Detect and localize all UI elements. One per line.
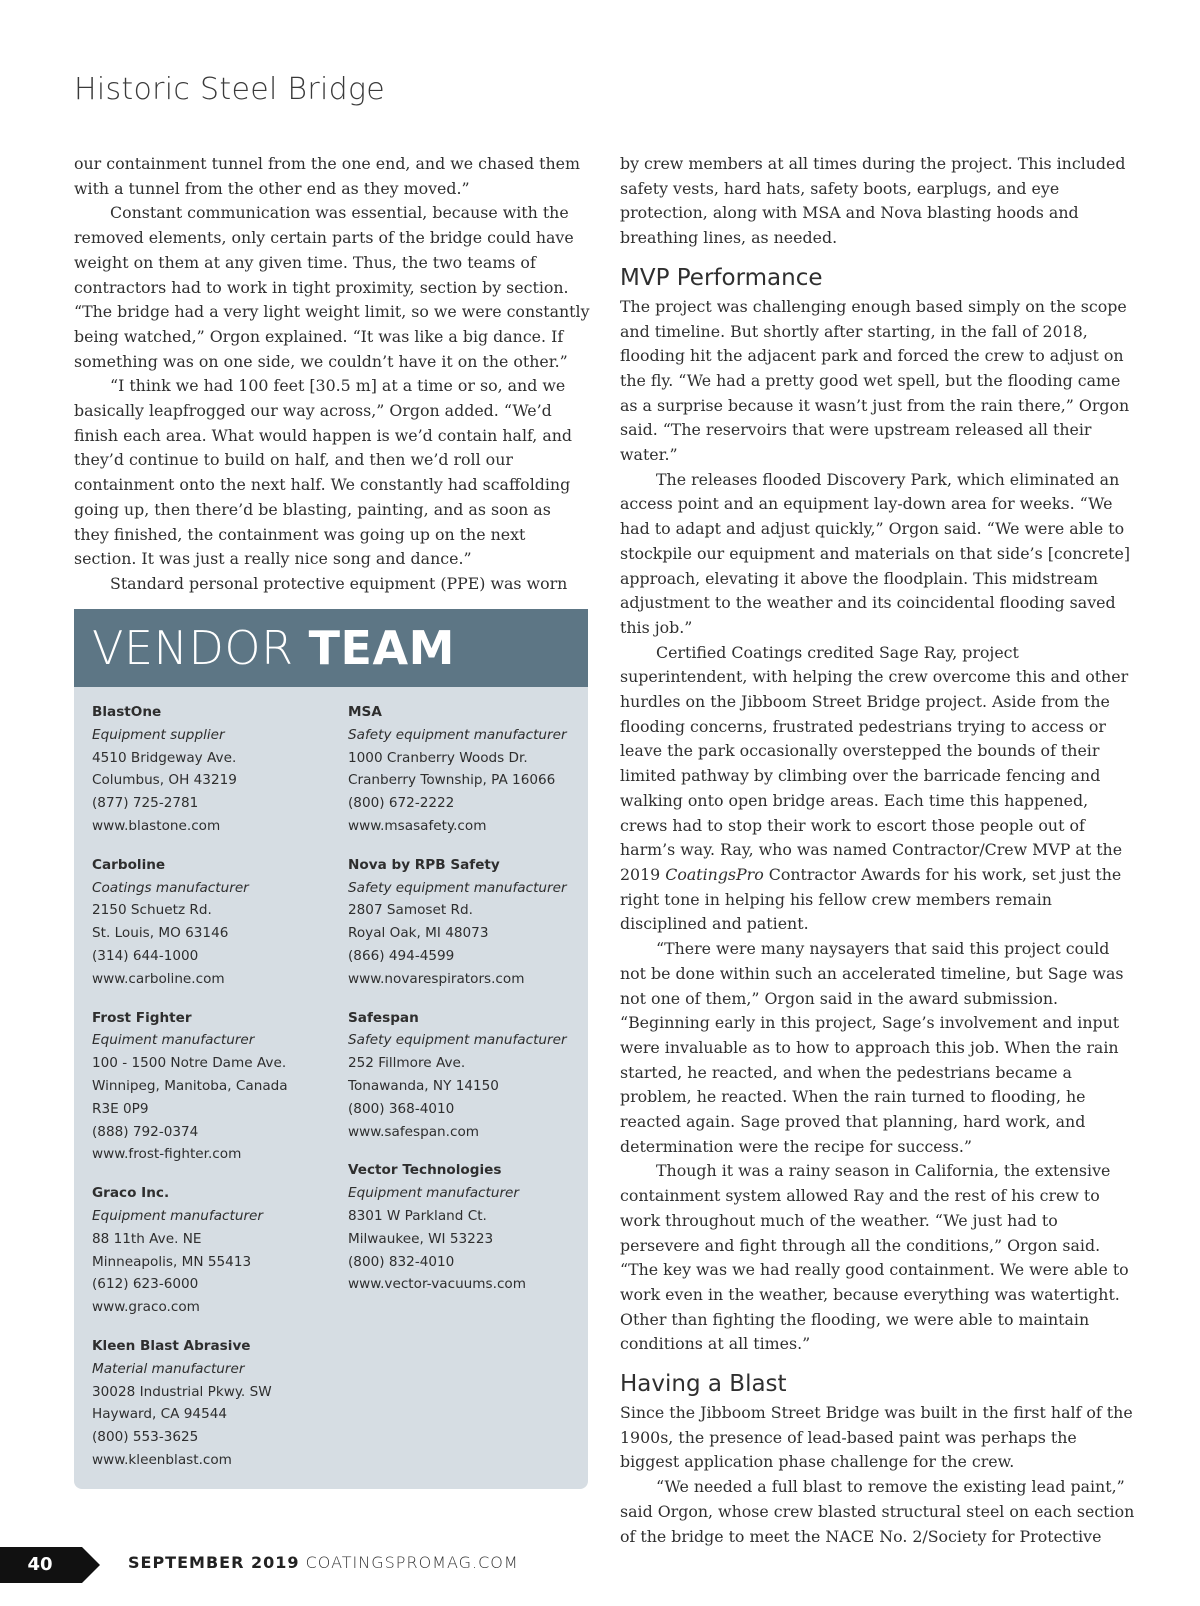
vendor-entry bbox=[348, 701, 588, 838]
text-run: Certified Coatings credited Sage Ray, project superintendent, with helping the crew overcome this and other hurdles on the Jibboom Street Bridge project. Aside from the flooding concerns, frustrated pedestrians trying to access or leave the park occasionally overstepped the bounds of their limited pathway by climbing over the barricade fencing and walking onto open bridge areas. Each time this happened, crews had to stop their work to escort those people out of harm’s way. Ray, who was named Contractor/Crew MVP at the 2019 bbox=[620, 642, 1129, 884]
vendor-address: 252 Fillmore Ave. bbox=[348, 1055, 466, 1072]
section-heading-mvp: MVP Performance bbox=[620, 264, 823, 291]
vendor-team-box bbox=[74, 609, 588, 1489]
left-column bbox=[74, 152, 590, 597]
vendor-role: Safety equipment manufacturer bbox=[348, 879, 567, 896]
vendor-website[interactable]: www.carboline.com bbox=[92, 970, 225, 987]
vendor-name: BlastOne bbox=[92, 704, 162, 720]
footer-info bbox=[128, 1553, 519, 1572]
vendor-city: Minneapolis, MN 55413 bbox=[92, 1253, 252, 1270]
vendor-city: Royal Oak, MI 48073 bbox=[348, 925, 489, 942]
vendor-name: MSA bbox=[348, 704, 382, 720]
body-paragraph: Since the Jibboom Street Bridge was built in the first half of the 1900s, the presence of lead-based paint was perhaps the biggest application phase challenge for the crew. bbox=[620, 1403, 1133, 1472]
text-run: Contractor Awards for his work, set just the right tone in helping his fellow crew members remain disciplined and patient. bbox=[620, 864, 1122, 934]
vendor-name: Kleen Blast Abrasive bbox=[92, 1337, 251, 1354]
body-paragraph: “I think we had 100 feet [30.5 m] at a time or so, and we basically leapfrogged our way across,” Orgon added. “We’d finish each area. What would happen is we’d contain half, and they’d continue to build on half, and then we’d roll our containment onto the next half. We constantly had scaffolding going up, then there’d be blasting, painting, and as soon as they finished, the containment was going up on the next section. It was just a really nice song and dance.” bbox=[74, 376, 573, 569]
vendor-heading-bold: TEAM bbox=[308, 621, 455, 675]
vendor-website[interactable]: www.frost-fighter.com bbox=[92, 1146, 242, 1163]
body-paragraph: by crew members at all times during the project. This included safety vests, hard hats, safety boots, earplugs, and eye protection, along with MSA and Nova blasting hoods and breathing lines, as needed. bbox=[620, 154, 1126, 248]
vendor-phone: (800) 553-3625 bbox=[92, 1429, 199, 1446]
vendor-role: Safety equipment manufacturer bbox=[348, 1032, 567, 1049]
page-number: 40 bbox=[27, 1554, 53, 1575]
vendor-city: Winnipeg, Manitoba, Canada bbox=[92, 1077, 288, 1094]
body-paragraph: our containment tunnel from the one end, and we chased them with a tunnel from the other end as they moved.” bbox=[74, 154, 580, 198]
vendor-website[interactable]: www.vector-vacuums.com bbox=[348, 1276, 526, 1293]
vendor-postal-code: R3E 0P9 bbox=[92, 1100, 149, 1117]
vendor-entry bbox=[92, 1182, 332, 1319]
vendor-website[interactable]: www.safespan.com bbox=[348, 1123, 479, 1140]
vendor-city: Milwaukee, WI 53223 bbox=[348, 1230, 494, 1247]
vendor-city: St. Louis, MO 63146 bbox=[92, 925, 229, 942]
vendor-phone: (314) 644-1000 bbox=[92, 947, 199, 964]
vendor-phone: (877) 725-2781 bbox=[92, 795, 199, 812]
vendor-role: Coatings manufacturer bbox=[92, 879, 249, 896]
body-paragraph: The project was challenging enough based simply on the scope and timeline. But shortly after starting, in the fall of 2018, flooding hit the adjacent park and forced the crew to adjust on the fly. “We had a pretty good wet spell, but the flooding came as a surprise because it wasn’t just from the rain there,” Orgon said. “The reservoirs that were upstream released all their water.” bbox=[620, 296, 1130, 465]
vendor-name: Carboline bbox=[92, 856, 166, 873]
vendor-address: 88 11th Ave. NE bbox=[92, 1230, 202, 1247]
vendor-address: 100 - 1500 Notre Dame Ave. bbox=[92, 1055, 287, 1072]
vendor-address: 8301 W Parkland Ct. bbox=[348, 1207, 487, 1224]
vendor-website[interactable]: www.novarespirators.com bbox=[348, 970, 525, 987]
vendor-name: Vector Technologies bbox=[348, 1162, 502, 1179]
vendor-city: Tonawanda, NY 14150 bbox=[348, 1077, 499, 1094]
vendor-address: 1000 Cranberry Woods Dr. bbox=[348, 749, 528, 766]
vendor-phone: (866) 494-4599 bbox=[348, 947, 455, 964]
body-paragraph: Constant communication was essential, because with the removed elements, only certain parts of the bridge could have weight on them at any given time. Thus, the two teams of contractors had to work in tight proximity, section by section. “The bridge had a very light weight limit, so we were constantly being watched,” Orgon explained. “It was like a big dance. If something was on one side, we couldn’t have it on the other.” bbox=[74, 203, 590, 371]
vendor-role: Equiment manufacturer bbox=[92, 1032, 255, 1049]
vendor-entry bbox=[348, 1159, 588, 1296]
vendor-role: Equipment manufacturer bbox=[92, 1207, 263, 1224]
vendor-city: Cranberry Township, PA 16066 bbox=[348, 772, 556, 789]
vendor-website[interactable]: www.graco.com bbox=[92, 1299, 200, 1316]
vendor-address: 4510 Bridgeway Ave. bbox=[92, 749, 237, 766]
vendor-name: Safespan bbox=[348, 1009, 419, 1026]
vendor-website[interactable]: www.blastone.com bbox=[92, 817, 221, 834]
vendor-heading-light: VENDOR bbox=[92, 621, 294, 675]
body-paragraph: The releases flooded Discovery Park, which eliminated an access point and an equipment lay-down area for weeks. “We had to adapt and adjust quickly,” Orgon said. “We were able to stockpile our equipment and materials on that side’s [concrete] approach, elevating it above the floodplain. This midstream adjustment to the weather and its coincidental flooding saved this job.” bbox=[620, 469, 1131, 637]
vendor-entry bbox=[92, 701, 332, 838]
vendor-address: 30028 Industrial Pkwy. SW bbox=[92, 1383, 272, 1400]
vendor-entry bbox=[92, 1335, 332, 1472]
vendor-city: Hayward, CA 94544 bbox=[92, 1406, 228, 1423]
section-heading-blast: Having a Blast bbox=[620, 1371, 787, 1398]
vendor-phone: (612) 623-6000 bbox=[92, 1276, 199, 1293]
footer-website[interactable]: COATINGSPROMAG.COM bbox=[305, 1553, 519, 1572]
vendor-entry bbox=[92, 1007, 332, 1167]
right-column bbox=[620, 152, 1136, 1549]
vendor-name: Nova by RPB Safety bbox=[348, 856, 500, 873]
vendor-entry bbox=[348, 1007, 588, 1144]
running-header: Historic Steel Bridge bbox=[74, 72, 386, 107]
body-paragraph bbox=[620, 641, 1136, 937]
vendor-website[interactable]: www.msasafety.com bbox=[348, 817, 487, 834]
vendor-role: Equipment supplier bbox=[92, 726, 225, 743]
vendor-phone: (800) 832-4010 bbox=[348, 1253, 455, 1270]
vendor-role: Safety equipment manufacturer bbox=[348, 726, 567, 743]
body-paragraph: Standard personal protective equipment (PPE) was worn bbox=[110, 573, 568, 593]
vendor-city: Columbus, OH 43219 bbox=[92, 772, 237, 789]
vendor-column-right bbox=[348, 701, 588, 1312]
vendor-website[interactable]: www.kleenblast.com bbox=[92, 1451, 232, 1468]
body-paragraph: Though it was a rainy season in California, the extensive containment system allowed Ray and the rest of his crew to work throughout much of the weather. “We just had to persevere and fight through all the conditions,” Orgon said. “The key was we had really good containment. We were able to work even in the weather, because everything was watertight. Other than fighting the flooding, we were able to maintain conditions at all times.” bbox=[620, 1161, 1129, 1354]
vendor-entry bbox=[348, 854, 588, 991]
body-paragraph: “There were many naysayers that said this project could not be done within such an accelerated timeline, but Sage was not one of them,” Orgon said in the award submission. “Beginning early in this project, Sage’s involvement and input were invaluable as to how to approach this job. When the rain started, he reacted, and when the pedestrians became a problem, he reacted. When the rain turned to flooding, he reacted again. Sage proved that planning, hard work, and determination were the recipe for success.” bbox=[620, 939, 1124, 1156]
vendor-name: Graco Inc. bbox=[92, 1185, 170, 1202]
vendor-address: 2150 Schuetz Rd. bbox=[92, 902, 212, 919]
vendor-phone: (888) 792-0374 bbox=[92, 1123, 199, 1140]
footer-issue: SEPTEMBER 2019 bbox=[128, 1553, 300, 1572]
magazine-name: CoatingsPro bbox=[665, 864, 764, 884]
vendor-column-left bbox=[92, 701, 332, 1488]
vendor-team-heading bbox=[74, 609, 588, 687]
vendor-role: Material manufacturer bbox=[92, 1360, 245, 1377]
vendor-entry bbox=[92, 854, 332, 991]
body-paragraph: “We needed a full blast to remove the existing lead paint,” said Orgon, whose crew blasted structural steel on each section of the bridge to meet the NACE No. 2/Society for Protective bbox=[620, 1477, 1135, 1546]
vendor-address: 2807 Samoset Rd. bbox=[348, 902, 473, 919]
vendor-phone: (800) 368-4010 bbox=[348, 1100, 455, 1117]
vendor-name: Frost Fighter bbox=[92, 1009, 192, 1026]
vendor-phone: (800) 672-2222 bbox=[348, 795, 455, 812]
vendor-role: Equipment manufacturer bbox=[348, 1185, 519, 1202]
